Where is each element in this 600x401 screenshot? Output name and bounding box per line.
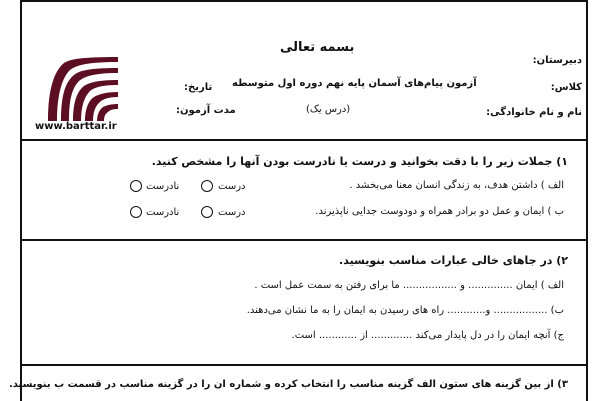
q1-a-true-label: درست [218, 181, 246, 192]
student-name-label: نام و نام خانوادگی: [486, 107, 582, 118]
website-label: www.barttar.ir [35, 121, 117, 132]
q1-a-true-radio[interactable] [201, 180, 213, 192]
q2-item-c: ج) آنچه ایمان را در دل پایدار می‌کند ............. از ............ است. [291, 330, 564, 341]
frame-top [20, 0, 588, 2]
q1-b-false-label: نادرست [146, 207, 180, 218]
lesson-label: (درس یک) [306, 104, 351, 115]
q1-divider [20, 239, 588, 241]
page-title: بسمه تعالی [280, 40, 355, 55]
frame-left [20, 0, 22, 401]
date-label: تاریخ: [184, 82, 213, 93]
q3-prompt: ۳) از بین گزینه های ستون الف گزینه مناسب را انتخاب کرده و شماره ان را در گزینه مناسب در قسمت ب بنویسید. [8, 379, 568, 390]
q1-b-false-radio[interactable] [130, 206, 142, 218]
q1-b-true-label: درست [218, 207, 246, 218]
frame-right [586, 0, 588, 401]
q1-a-false-radio[interactable] [130, 180, 142, 192]
barttar-logo-icon [42, 57, 120, 123]
q1-item-b: ب ) ایمان و عمل دو برادر همراه و دودوست جدایی ناپذیرند. [315, 206, 564, 217]
q1-b-true-radio[interactable] [201, 206, 213, 218]
q1-a-false-label: نادرست [146, 181, 180, 192]
q2-item-b: ب) ................. و............ راه های رسیدن به ایمان را به ما نشان می‌دهند. [246, 305, 564, 316]
exam-title: آزمون پیام‌های آسمان پایه نهم دوره اول متوسطه [232, 78, 477, 89]
q1-prompt: ۱) جملات زیر را با دقت بخوانید و درست یا نادرست بودن آنها را مشخص کنید. [151, 155, 568, 168]
q1-item-a: الف ) داشتن هدف، به زندگی انسان معنا می‌بخشد . [349, 180, 564, 191]
q2-divider [20, 364, 588, 366]
school-label: دبیرستان: [532, 55, 582, 66]
exam-duration-label: مدت آزمون: [176, 105, 236, 116]
header-divider [20, 139, 588, 141]
q2-item-a: الف ) ایمان .............. و ................. ما برای رفتن به سمت عمل است . [254, 280, 564, 291]
class-label: کلاس: [550, 82, 582, 93]
q2-prompt: ۲) در جاهای خالی عبارات مناسب بنویسید. [339, 254, 568, 267]
